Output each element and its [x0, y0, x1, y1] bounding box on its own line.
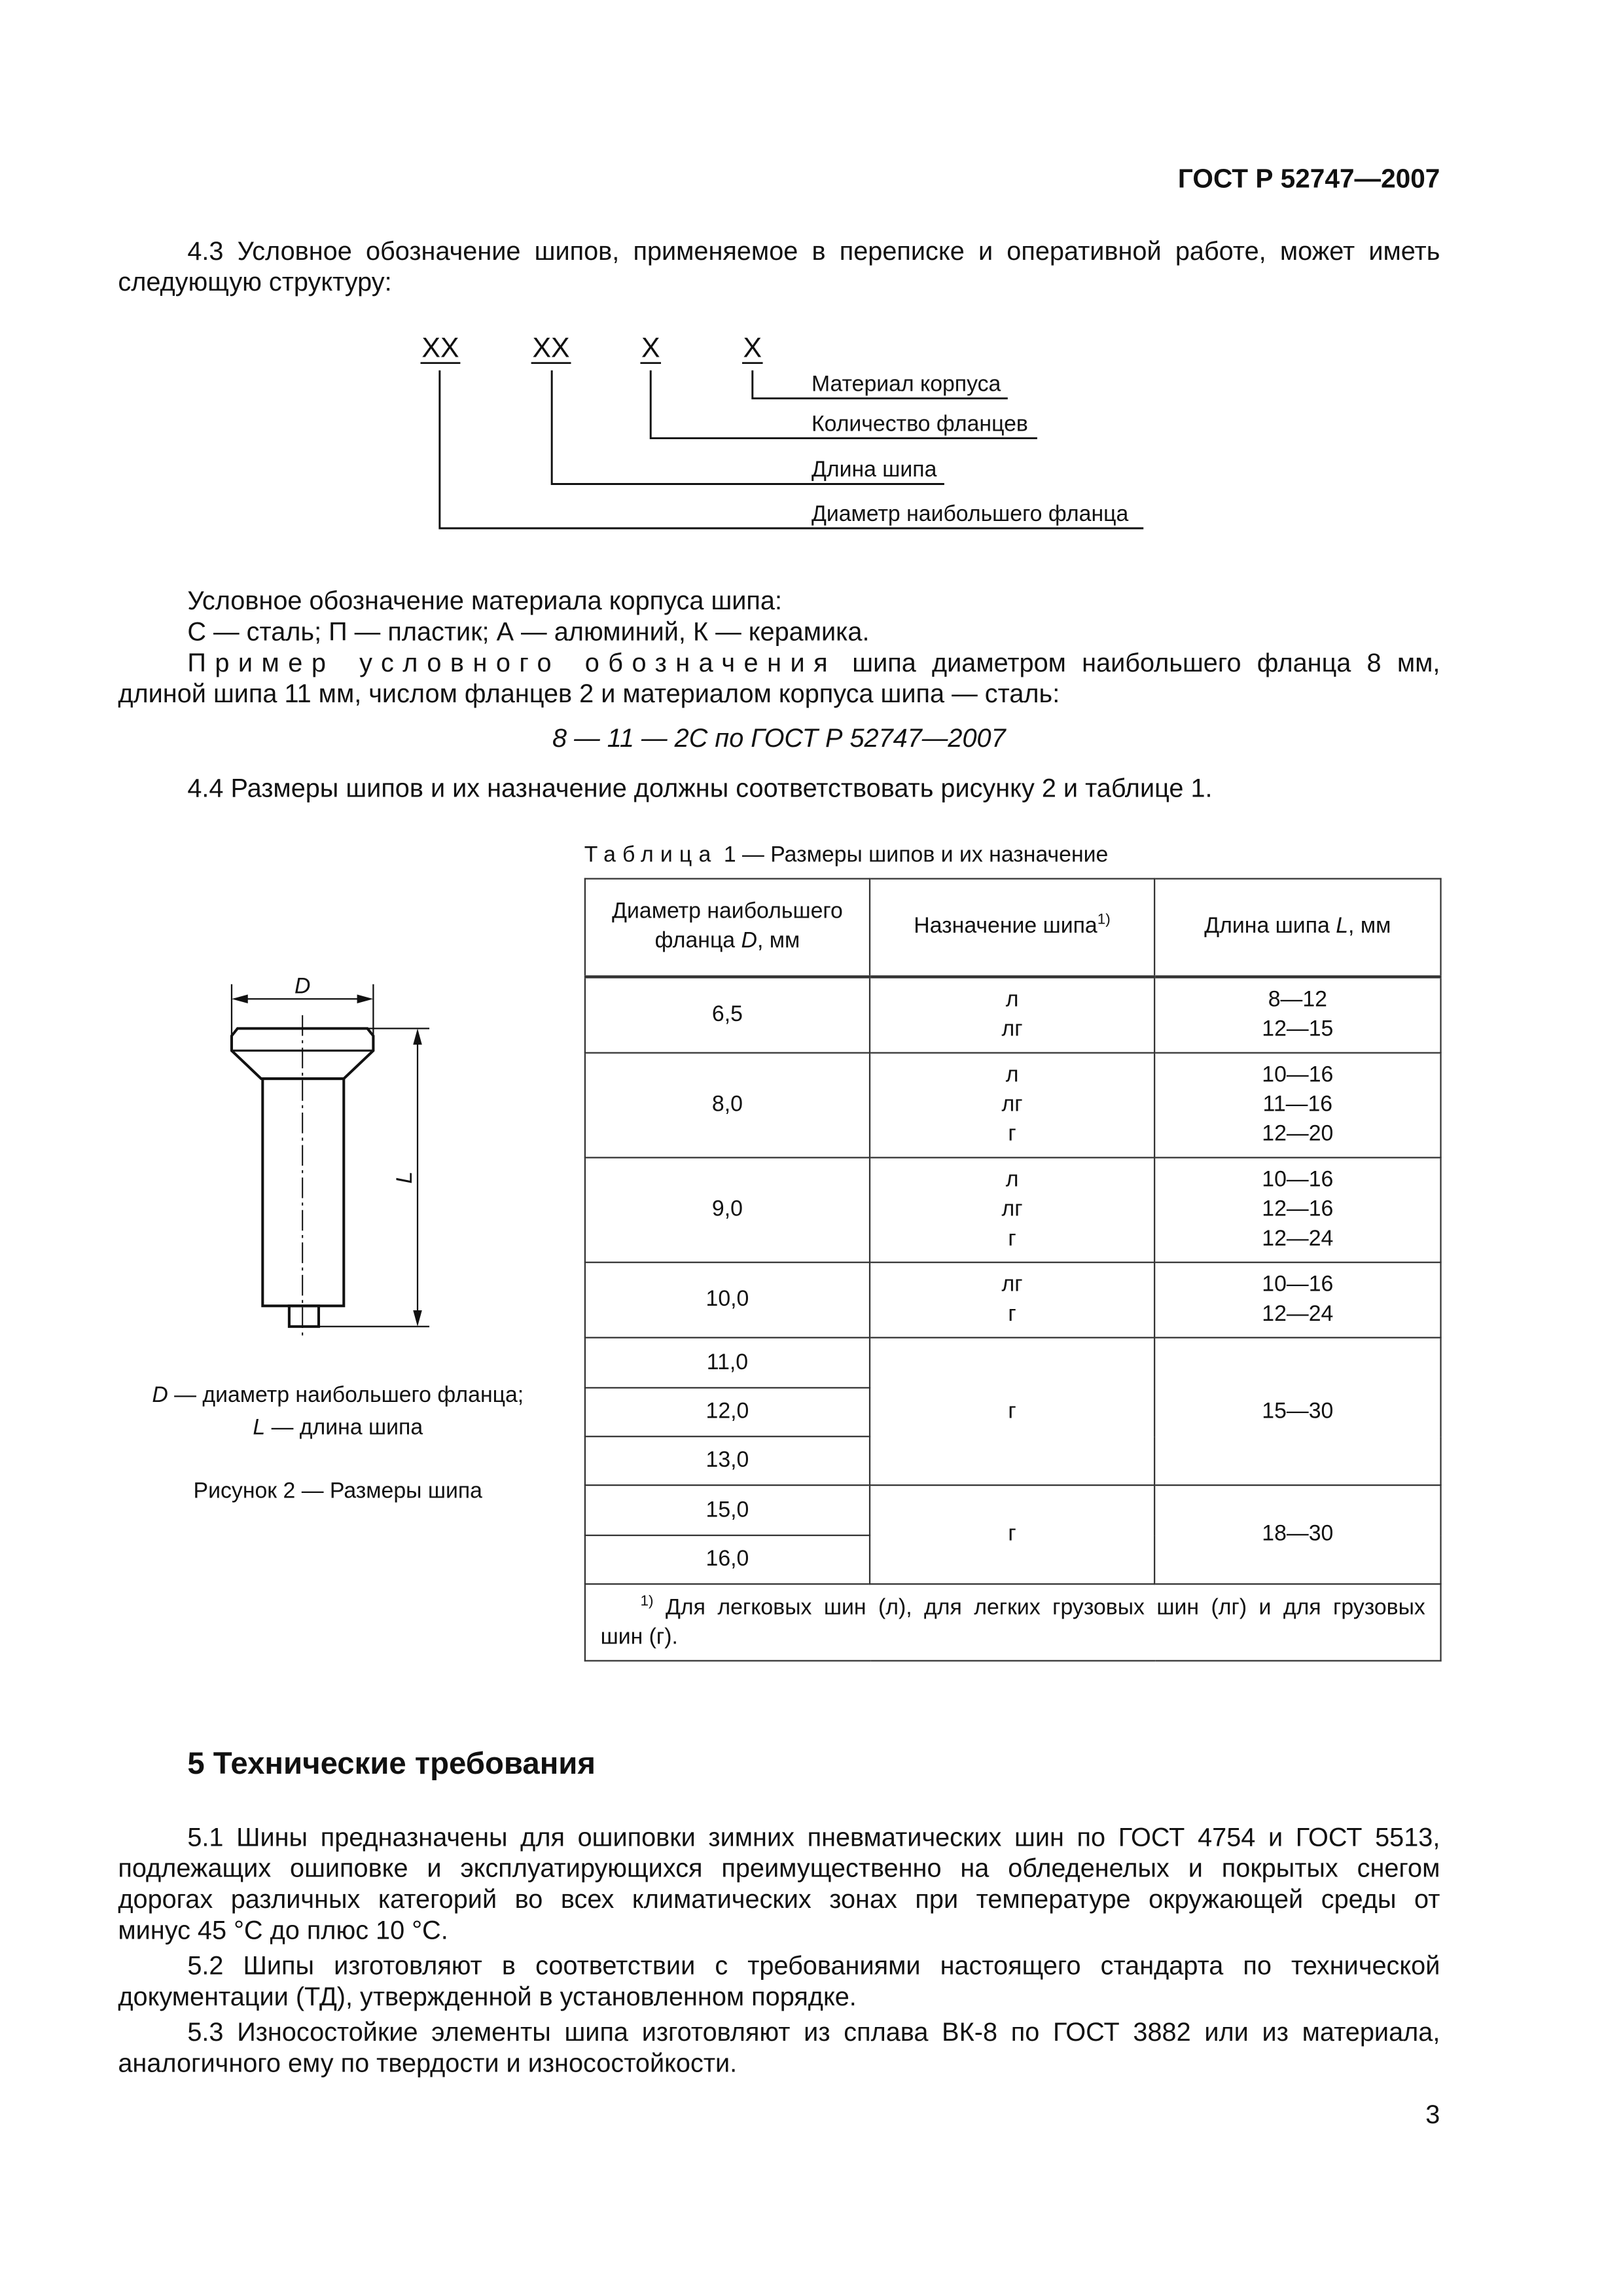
- paragraph-5-3-line: аналогичного ему по твердости и износостойкости.: [118, 2047, 738, 2077]
- table-row: [585, 1158, 1441, 1263]
- stud-body: [262, 1079, 344, 1306]
- header-length-symbol: L: [1336, 914, 1349, 939]
- figure-legend-l: [118, 1414, 558, 1443]
- header-diameter-text: фланца: [654, 928, 741, 954]
- example-text: шипа диаметром наибольшего фланца 8 мм,: [852, 647, 1440, 677]
- cell-line: 12—15: [1262, 1016, 1334, 1042]
- dimension-label-d: D: [294, 973, 311, 999]
- cell-length: [1154, 1158, 1440, 1263]
- designation-scheme: [421, 332, 1144, 529]
- scheme-label-diameter: Диаметр наибольшего фланца: [811, 501, 1129, 526]
- header-length-unit: , мм: [1348, 914, 1391, 939]
- arrowhead: [413, 1310, 422, 1327]
- example-designation: 8 — 11 — 2С по ГОСТ Р 52747—2007: [552, 722, 1006, 752]
- paragraph-5-1-line: минус 45 °С до плюс 10 °С.: [118, 1914, 448, 1945]
- page-number: 3: [1425, 2099, 1440, 2129]
- cell-line: лг: [1001, 1196, 1023, 1222]
- cell-purpose: г: [870, 1485, 1154, 1584]
- cell-purpose: [870, 1158, 1154, 1263]
- arrowhead: [357, 995, 374, 1004]
- cell-line: 12—24: [1262, 1301, 1334, 1327]
- cell-purpose: [870, 1053, 1154, 1158]
- cell-line: л: [1005, 986, 1019, 1013]
- cell-diameter: 6,5: [585, 976, 870, 1052]
- paragraph-5-1-line: 5.1 Шины предназначены для ошиповки зимних пневматических шин по ГОСТ 4754 и ГОСТ 5513,: [187, 1821, 1440, 1852]
- cell-line: лг: [1001, 1016, 1023, 1042]
- stud-dimensions-table: [584, 878, 1442, 1661]
- table-row: [585, 1263, 1441, 1338]
- scheme-code-flanges: X: [641, 332, 660, 364]
- table-header-row: [585, 879, 1441, 977]
- figure-legend-d: [118, 1381, 558, 1410]
- cell-diameter: 16,0: [585, 1535, 870, 1584]
- cell-line: лг: [1001, 1272, 1023, 1297]
- document-code-header: ГОСТ Р 52747—2007: [1177, 164, 1440, 194]
- table-caption-text: 1 — Размеры шипов и их назначение: [723, 842, 1109, 868]
- cell-purpose: [870, 1263, 1154, 1338]
- example-line: длиной шипа 11 мм, числом фланцев 2 и материалом корпуса шипа — сталь:: [118, 677, 1060, 708]
- header-length-label: Длина шипа: [1204, 914, 1336, 939]
- paragraph-4-3-line: следующую структуру:: [118, 266, 392, 296]
- cell-purpose: г: [870, 1338, 1154, 1485]
- example-line: [187, 647, 1440, 678]
- header-purpose-note: 1): [1097, 912, 1111, 929]
- table-row: [585, 1338, 1441, 1388]
- footnote-line: [601, 1593, 1425, 1623]
- paragraph-4-4: 4.4 Размеры шипов и их назначение должны соответствовать рисунку 2 и таблице 1.: [187, 772, 1213, 802]
- header-length: [1154, 879, 1440, 977]
- materials-title: Условное обозначение материала корпуса шипа:: [187, 584, 782, 615]
- stud-pin: [289, 1306, 319, 1327]
- cell-line: л: [1005, 1062, 1019, 1088]
- header-diameter-unit: , мм: [757, 928, 800, 954]
- paragraph-5-1-line: дорогах различных категорий во всех климатических зонах при температуре окружающей среды от: [118, 1883, 1440, 1913]
- table-caption: [584, 841, 1109, 870]
- cell-line: 12—16: [1262, 1196, 1334, 1222]
- cell-line: 12—20: [1262, 1121, 1334, 1147]
- example-lead: Пример условного обозначения: [187, 647, 837, 677]
- footnote-text: Для легковых шин (л), для легких грузовых шин (лг) и для грузовых: [665, 1594, 1425, 1620]
- cell-line: 10—16: [1262, 1167, 1334, 1193]
- table-row: [585, 1485, 1441, 1535]
- legend-text: — диаметр наибольшего фланца;: [168, 1382, 524, 1408]
- footnote-line: шин (г).: [600, 1624, 678, 1649]
- cell-diameter: 11,0: [585, 1338, 870, 1388]
- cell-length: [1154, 1263, 1440, 1338]
- cell-line: 10—16: [1262, 1272, 1334, 1297]
- header-diameter-line: [586, 927, 869, 956]
- scheme-label-length: Длина шипа: [811, 457, 937, 482]
- cell-line: г: [1008, 1226, 1016, 1251]
- paragraph-5-3-line: 5.3 Износостойкие элементы шипа изготовляют из сплава ВК-8 по ГОСТ 3882 или из материала,: [187, 2016, 1440, 2046]
- section-title: 5 Технические требования: [187, 1747, 596, 1782]
- materials-list: С — сталь; П — пластик; А — алюминий, К — керамика.: [187, 616, 870, 646]
- header-purpose-label: Назначение шипа: [914, 914, 1097, 939]
- header-diameter-symbol: D: [741, 928, 757, 954]
- cell-diameter: 15,0: [585, 1485, 870, 1535]
- legend-symbol: L: [253, 1415, 266, 1441]
- arrowhead: [232, 995, 248, 1004]
- paragraph-4-3-line: 4.3 Условное обозначение шипов, применяемое в переписке и оперативной работе, может иметь: [187, 235, 1440, 265]
- footnote-marker: 1): [640, 1592, 654, 1609]
- paragraph-5-2-line: 5.2 Шипы изготовляют в соответствии с требованиями настоящего стандарта по технической: [187, 1950, 1440, 1980]
- table-row: [585, 976, 1441, 1052]
- cell-line: 8—12: [1268, 986, 1327, 1013]
- scheme-code-length: XX: [532, 332, 570, 364]
- table-caption-word: Таблица: [584, 842, 718, 868]
- cell-length: [1154, 1053, 1440, 1158]
- legend-symbol: D: [152, 1382, 168, 1408]
- cell-diameter: 12,0: [585, 1388, 870, 1436]
- cell-length: [1154, 976, 1440, 1052]
- cell-line: 10—16: [1262, 1062, 1334, 1088]
- cell-diameter: 8,0: [585, 1053, 870, 1158]
- paragraph-5-2-line: документации (ТД), утвержденной в установленном порядке.: [118, 1981, 857, 2011]
- table-footnote: [585, 1584, 1441, 1660]
- cell-line: л: [1005, 1167, 1019, 1193]
- table-row: [585, 1053, 1441, 1158]
- scheme-code-material: X: [743, 332, 762, 364]
- scheme-label-material: Материал корпуса: [811, 371, 1001, 397]
- stud-drawing: [232, 973, 429, 1336]
- cell-line: г: [1008, 1121, 1016, 1147]
- dimension-label-l: L: [392, 1171, 418, 1184]
- cell-line: г: [1008, 1301, 1016, 1327]
- cell-diameter: 10,0: [585, 1263, 870, 1338]
- header-diameter: [585, 879, 870, 977]
- arrowhead: [413, 1028, 422, 1045]
- table-footnote-row: [585, 1584, 1441, 1660]
- cell-purpose: [870, 976, 1154, 1052]
- cell-diameter: 13,0: [585, 1437, 870, 1485]
- cell-length: 18—30: [1154, 1485, 1440, 1584]
- cell-line: 11—16: [1262, 1092, 1333, 1117]
- scheme-code-diameter: XX: [421, 332, 459, 364]
- scheme-label-flanges: Количество фланцев: [811, 411, 1028, 437]
- cell-length: 15—30: [1154, 1338, 1440, 1485]
- header-diameter-line: Диаметр наибольшего: [612, 899, 843, 924]
- legend-text: — длина шипа: [265, 1415, 423, 1441]
- paragraph-5-1-line: подлежащих ошиповке и эксплуатирующихся преимущественно на обледенелых и покрытых снегом: [118, 1852, 1440, 1882]
- cell-diameter: 9,0: [585, 1158, 870, 1263]
- cell-line: лг: [1001, 1092, 1023, 1117]
- header-purpose: [870, 879, 1154, 977]
- cell-line: 12—24: [1262, 1226, 1334, 1251]
- figure-caption: Рисунок 2 — Размеры шипа: [193, 1479, 483, 1504]
